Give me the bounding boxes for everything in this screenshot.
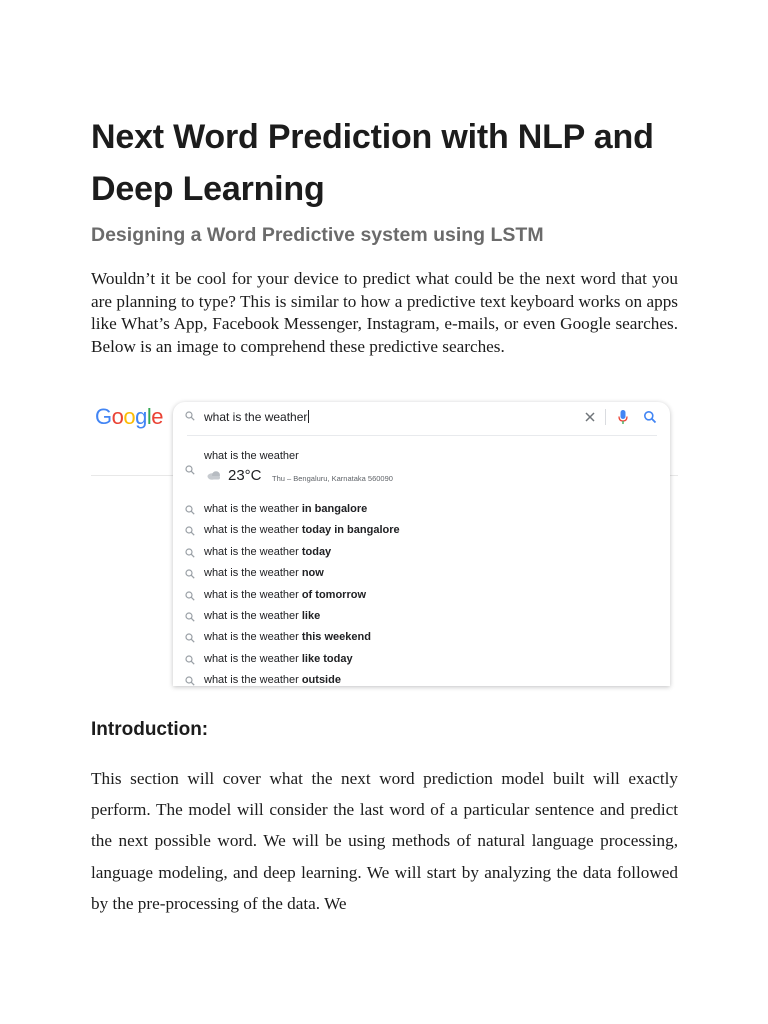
logo-letter: o: [111, 404, 124, 429]
suggestion-text: [204, 503, 367, 515]
search-query-text: what is the weather: [204, 410, 308, 424]
weather-suggestion[interactable]: [173, 442, 670, 492]
article-subtitle: Designing a Word Predictive system using LSTM: [91, 224, 544, 246]
weather-temperature: 23°C: [228, 467, 262, 484]
suggestion-completion: like today: [298, 652, 353, 665]
search-icon: [185, 676, 195, 686]
logo-letter: G: [95, 404, 112, 429]
suggestion-text: [204, 653, 353, 665]
search-icon: [185, 612, 195, 622]
suggestion-list: [173, 500, 670, 686]
suggestion-item[interactable]: [173, 671, 670, 686]
suggestion-text: [204, 674, 341, 686]
suggestion-completion: in bangalore: [298, 503, 368, 515]
weather-location: Thu – Bengaluru, Karnataka 560090: [272, 474, 393, 483]
suggestion-item[interactable]: [173, 607, 670, 628]
suggestion-completion: this weekend: [298, 631, 371, 644]
suggestion-prefix: what is the weather: [204, 609, 299, 622]
logo-letter: g: [135, 404, 147, 429]
suggestion-item[interactable]: [173, 650, 670, 671]
header-divider: [91, 475, 173, 476]
search-bar[interactable]: [173, 402, 670, 432]
search-input[interactable]: [204, 410, 309, 424]
section-paragraph: This section will cover what the next word prediction model built will exactly perform. The model will consider the last word of a particular sentence and predict the next possible word. We will be using methods of natural language processing, language modeling, and deep learning. We will start by analyzing the data followed by the pre-processing of the data. We: [91, 769, 678, 913]
suggestion-prefix: what is the weather: [204, 652, 299, 665]
suggestion-text: [204, 546, 331, 558]
suggestion-prefix: what is the weather: [204, 567, 299, 580]
suggestion-item[interactable]: [173, 628, 670, 649]
suggestion-text: [204, 567, 324, 579]
suggestion-completion: outside: [298, 674, 341, 686]
suggestion-prefix: what is the weather: [204, 588, 299, 601]
suggestion-text: [204, 524, 400, 536]
suggestion-prefix: what is the weather: [204, 503, 299, 515]
suggestion-text: [204, 631, 371, 643]
suggestion-item[interactable]: [173, 521, 670, 542]
text-caret: [308, 410, 309, 423]
search-icon: [185, 633, 195, 643]
dropdown-divider: [187, 435, 657, 436]
toolbar-separator: [605, 409, 606, 425]
suggestion-prefix: what is the weather: [204, 674, 299, 686]
suggestion-text: [204, 610, 320, 622]
suggestion-prefix: what is the weather: [204, 545, 299, 558]
suggestion-item[interactable]: [173, 564, 670, 585]
suggestion-prefix: what is the weather: [204, 631, 299, 644]
suggestion-text: [204, 589, 366, 601]
search-icon: [185, 569, 195, 579]
microphone-icon[interactable]: [616, 409, 630, 425]
clear-icon[interactable]: [583, 410, 597, 424]
suggestion-item[interactable]: [173, 500, 670, 521]
logo-letter: l: [146, 404, 152, 429]
suggestion-completion: like: [298, 609, 321, 622]
suggestion-completion: of tomorrow: [298, 588, 366, 601]
suggestion-completion: today in bangalore: [298, 524, 400, 537]
search-icon: [185, 465, 195, 475]
search-icon: [185, 591, 195, 601]
search-icon: [185, 411, 195, 421]
suggestion-prefix: what is the weather: [204, 524, 299, 537]
article-title: Next Word Prediction with NLP and Deep Learning: [91, 118, 654, 208]
logo-letter: o: [123, 404, 136, 429]
search-icon: [185, 505, 195, 515]
suggestion-item[interactable]: [173, 586, 670, 607]
logo-letter: e: [151, 404, 164, 429]
search-icon: [185, 548, 195, 558]
suggestion-completion: today: [298, 545, 332, 558]
search-icon: [185, 655, 195, 665]
intro-paragraph: Wouldn’t it be cool for your device to predict what could be the next word that you are planning to type? This is similar to how a predictive text keyboard works on apps like What’s App, Facebook Messenger, Instagram, e-mails, or even Google searches. Below is an image to comprehend these predictive searches.: [91, 269, 678, 356]
suggestion-item[interactable]: [173, 543, 670, 564]
google-search-screenshot: [91, 396, 678, 686]
suggestion-completion: now: [298, 567, 324, 580]
google-logo: [95, 404, 163, 430]
section-heading: Introduction:: [91, 719, 209, 740]
weather-query-text: what is the weather: [204, 450, 299, 462]
search-submit-icon[interactable]: [643, 410, 657, 424]
search-suggestion-dropdown: [173, 402, 670, 686]
cloud-icon: [206, 470, 222, 480]
search-icon: [185, 526, 195, 536]
